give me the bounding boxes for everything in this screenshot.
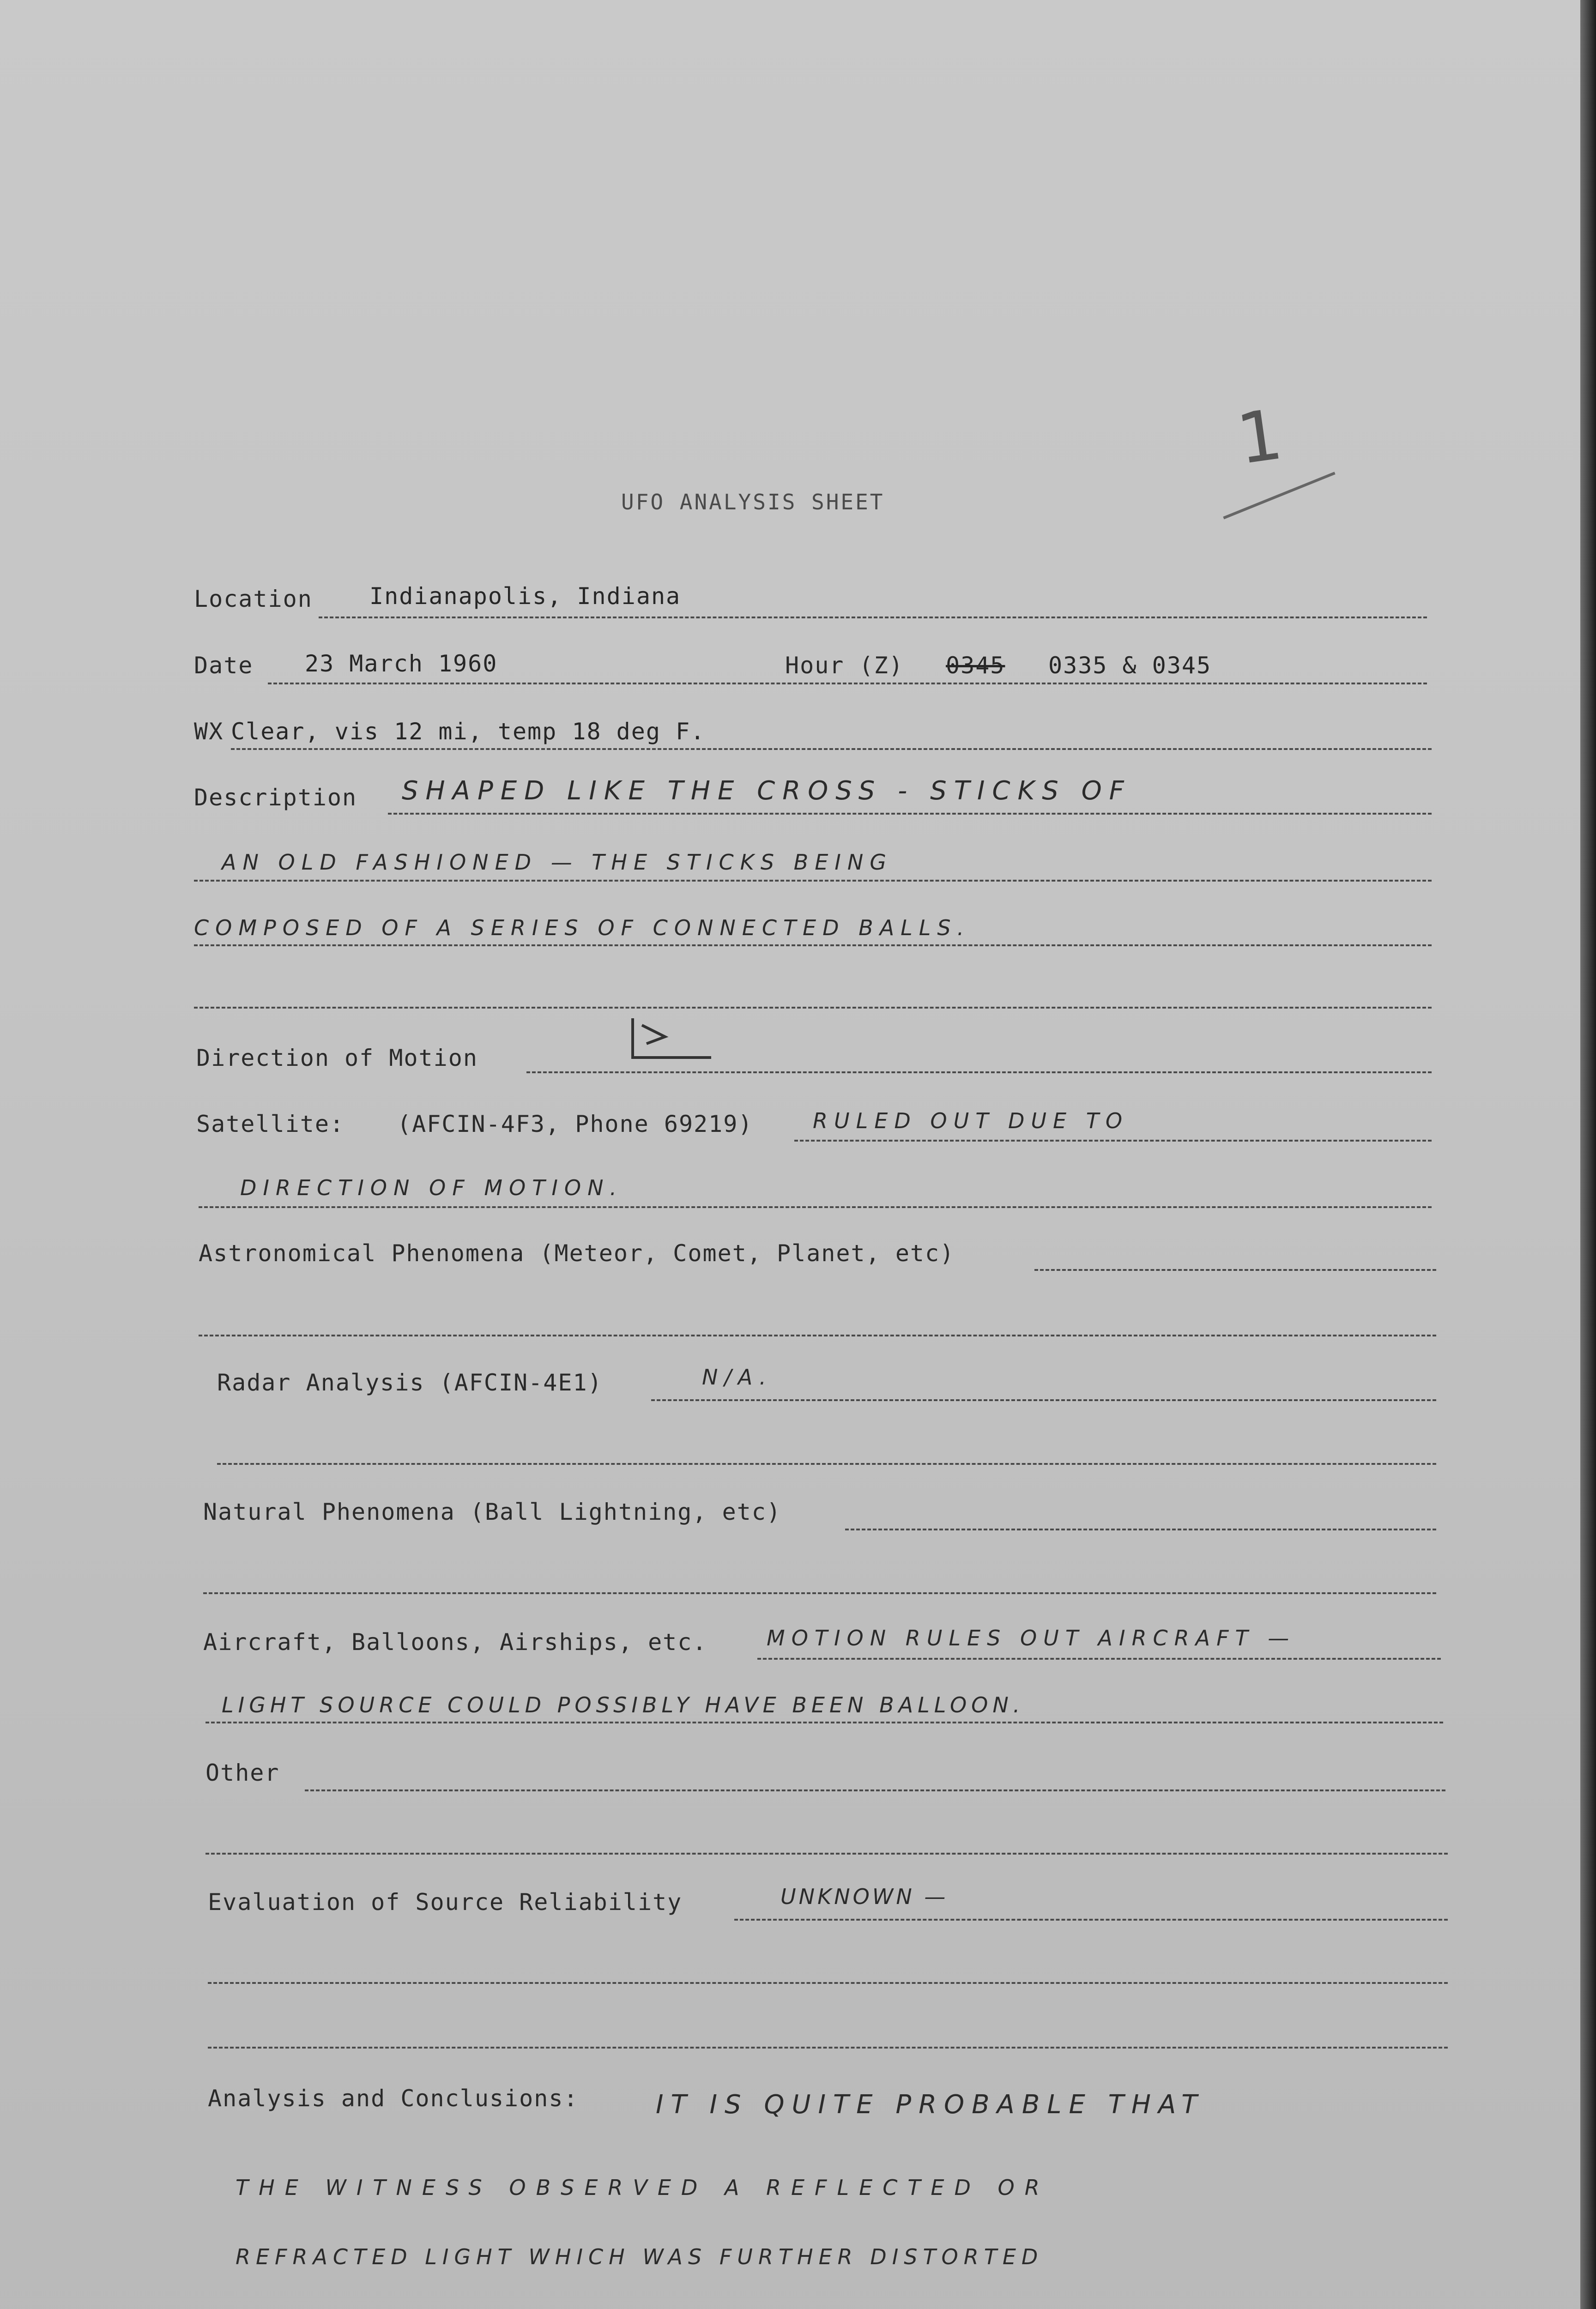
description-rule-1 xyxy=(388,813,1432,815)
description-line-1: SHAPED LIKE THE CROSS - STICKS OF xyxy=(402,776,1131,806)
direction-arrow-sketch xyxy=(628,1011,720,1067)
location-label: Location xyxy=(194,586,313,612)
aircraft-rule-2 xyxy=(206,1722,1443,1723)
description-label: Description xyxy=(194,784,357,811)
natural-rule-2 xyxy=(203,1592,1436,1594)
other-rule-2 xyxy=(206,1853,1448,1855)
reliability-value: UNKNOWN — xyxy=(780,1884,949,1909)
analysis-line-3: REFRACTED LIGHT WHICH WAS FURTHER DISTORTED xyxy=(236,2244,1044,2269)
aircraft-value-2: LIGHT SOURCE COULD POSSIBLY HAVE BEEN BALLOON. xyxy=(222,1692,1025,1717)
natural-label: Natural Phenomena (Ball Lightning, etc) xyxy=(203,1499,781,1525)
reliability-rule-1 xyxy=(734,1919,1448,1921)
reliability-rule-3 xyxy=(208,2047,1448,2049)
analysis-label: Analysis and Conclusions: xyxy=(208,2085,579,2112)
wx-rule xyxy=(231,748,1432,750)
description-line-2: AN OLD FASHIONED — THE STICKS BEING xyxy=(222,850,893,875)
location-value: Indianapolis, Indiana xyxy=(369,583,681,610)
satellite-label: Satellite: xyxy=(196,1111,345,1137)
date-label: Date xyxy=(194,652,254,679)
hour-value: 0335 & 0345 xyxy=(1048,652,1212,679)
description-rule-4 xyxy=(194,1007,1432,1009)
analysis-line-1: IT IS QUITE PROBABLE THAT xyxy=(656,2090,1205,2120)
hour-struck-value: 0345 xyxy=(946,652,1005,679)
satellite-rule-1 xyxy=(794,1140,1432,1142)
satellite-value-1: RULED OUT DUE TO xyxy=(813,1108,1129,1133)
form-title: UFO ANALYSIS SHEET xyxy=(621,490,885,514)
direction-label: Direction of Motion xyxy=(196,1045,478,1071)
radar-label: Radar Analysis (AFCIN-4E1) xyxy=(217,1369,603,1396)
description-rule-2 xyxy=(194,880,1432,882)
wx-label: WX xyxy=(194,718,224,745)
date-rule xyxy=(268,683,1427,684)
direction-rule xyxy=(526,1071,1432,1073)
satellite-rule-2 xyxy=(199,1206,1432,1208)
date-value: 23 March 1960 xyxy=(305,650,498,677)
aircraft-value-1: MOTION RULES OUT AIRCRAFT — xyxy=(767,1626,1296,1650)
radar-rule-1 xyxy=(651,1399,1436,1401)
other-label: Other xyxy=(206,1759,280,1786)
radar-rule-2 xyxy=(217,1463,1436,1465)
description-rule-3 xyxy=(194,944,1432,946)
astronomical-label: Astronomical Phenomena (Meteor, Comet, Planet, etc) xyxy=(199,1240,955,1267)
description-line-3: COMPOSED OF A SERIES OF CONNECTED BALLS. xyxy=(194,915,971,940)
wx-value: Clear, vis 12 mi, temp 18 deg F. xyxy=(231,718,706,745)
radar-value: N/A. xyxy=(702,1365,773,1390)
reliability-label: Evaluation of Source Reliability xyxy=(208,1889,683,1916)
page-number-mark: 1 xyxy=(1232,394,1288,480)
other-rule-1 xyxy=(305,1789,1445,1791)
astronomical-rule-1 xyxy=(1034,1269,1436,1271)
satellite-value-2: DIRECTION OF MOTION. xyxy=(240,1175,623,1200)
astronomical-rule-2 xyxy=(199,1335,1436,1336)
hour-label: Hour (Z) xyxy=(785,652,904,679)
natural-rule-1 xyxy=(845,1529,1436,1530)
satellite-typed: (AFCIN-4F3, Phone 69219) xyxy=(397,1111,753,1137)
aircraft-label: Aircraft, Balloons, Airships, etc. xyxy=(203,1629,707,1656)
scan-edge xyxy=(1580,0,1596,2309)
reliability-rule-2 xyxy=(208,1982,1448,1984)
aircraft-rule-1 xyxy=(757,1658,1441,1660)
analysis-line-2: THE WITNESS OBSERVED A REFLECTED OR xyxy=(236,2175,1050,2200)
location-rule xyxy=(319,617,1427,618)
